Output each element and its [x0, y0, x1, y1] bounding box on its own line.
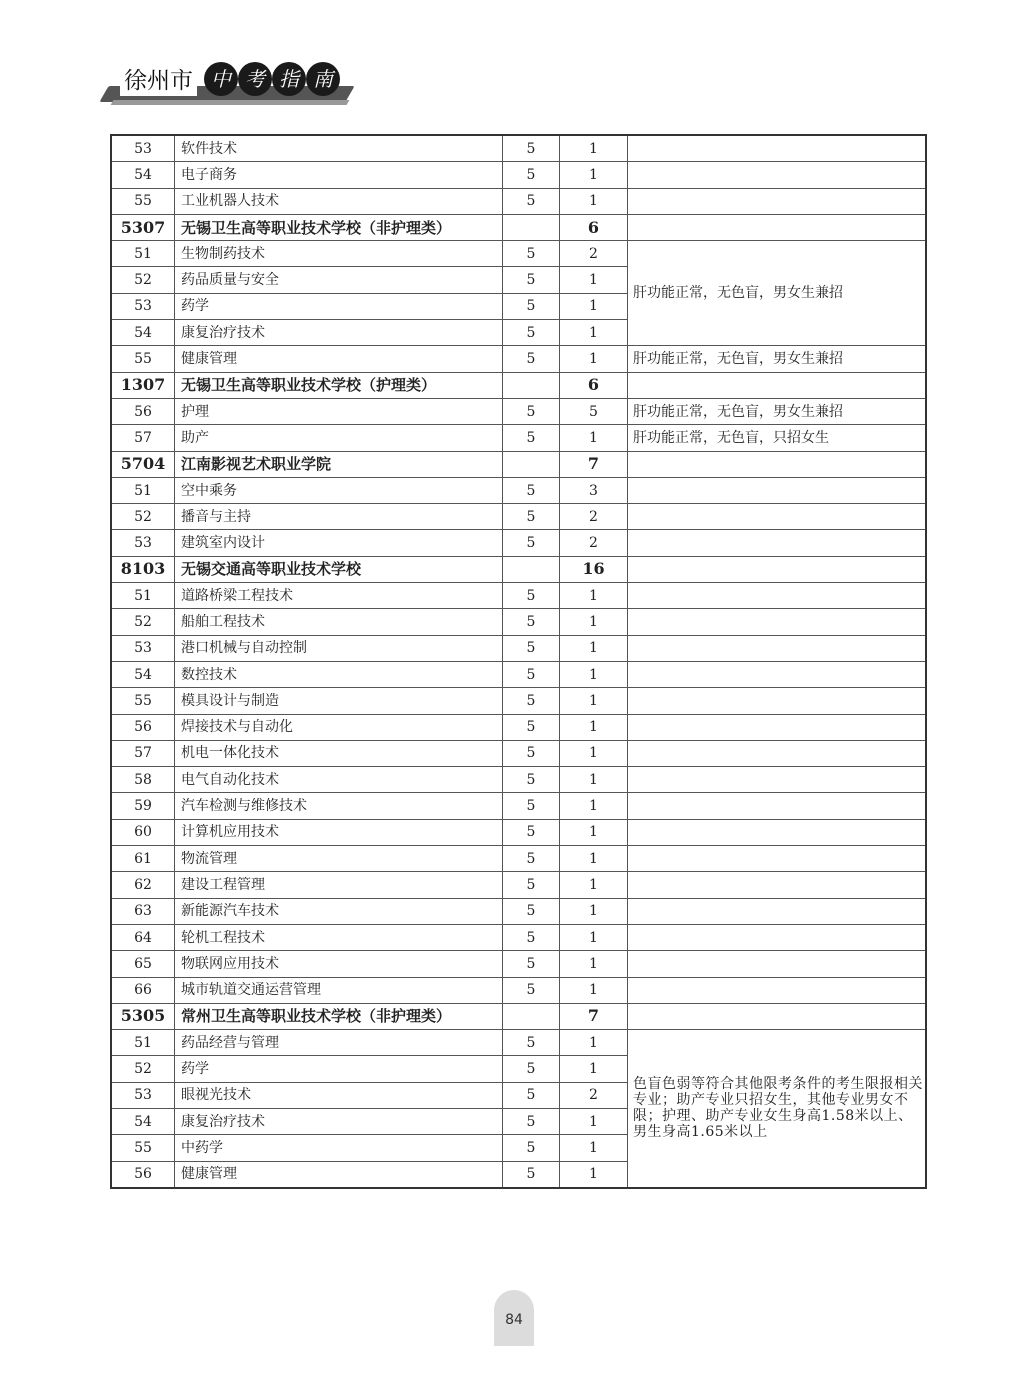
note-cell — [628, 793, 927, 819]
table-row — [111, 977, 926, 1003]
note-cell — [628, 477, 927, 503]
code-cell: 59 — [111, 793, 175, 819]
code-cell: 54 — [111, 661, 175, 687]
note-cell — [628, 661, 927, 687]
code-cell: 56 — [111, 1161, 175, 1188]
code-cell: 5704 — [111, 451, 175, 477]
count-cell: 2 — [560, 1082, 628, 1108]
school-row — [111, 372, 926, 398]
table-row — [111, 504, 926, 530]
name-cell: 药学 — [175, 293, 503, 319]
years-cell: 5 — [503, 346, 560, 372]
table-row — [111, 188, 926, 214]
note-cell — [628, 951, 927, 977]
code-cell: 53 — [111, 530, 175, 556]
count-cell: 1 — [560, 267, 628, 293]
enrollment-table — [110, 134, 927, 1189]
years-cell: 5 — [503, 951, 560, 977]
years-cell: 5 — [503, 425, 560, 451]
years-cell — [503, 1003, 560, 1029]
note-cell — [628, 740, 927, 766]
name-cell: 机电一体化技术 — [175, 740, 503, 766]
code-cell: 57 — [111, 425, 175, 451]
name-cell: 无锡交通高等职业技术学校 — [175, 556, 503, 582]
code-cell: 55 — [111, 346, 175, 372]
header-glyph: 指 — [272, 62, 306, 96]
table-row — [111, 740, 926, 766]
years-cell: 5 — [503, 1108, 560, 1134]
years-cell: 5 — [503, 504, 560, 530]
code-cell: 55 — [111, 688, 175, 714]
code-cell: 53 — [111, 135, 175, 162]
table-row — [111, 477, 926, 503]
note-cell — [628, 451, 927, 477]
name-cell: 数控技术 — [175, 661, 503, 687]
code-cell: 52 — [111, 1056, 175, 1082]
name-cell: 健康管理 — [175, 1161, 503, 1188]
count-cell: 1 — [560, 162, 628, 188]
years-cell: 5 — [503, 583, 560, 609]
count-cell: 1 — [560, 688, 628, 714]
code-cell: 63 — [111, 898, 175, 924]
table-row — [111, 1030, 926, 1056]
years-cell: 5 — [503, 740, 560, 766]
note-cell — [628, 556, 927, 582]
code-cell: 51 — [111, 241, 175, 267]
name-cell: 软件技术 — [175, 135, 503, 162]
code-cell: 53 — [111, 1082, 175, 1108]
note-cell — [628, 135, 927, 162]
count-cell: 1 — [560, 293, 628, 319]
note-cell — [628, 583, 927, 609]
count-cell: 1 — [560, 977, 628, 1003]
note-cell — [628, 872, 927, 898]
school-row — [111, 214, 926, 240]
years-cell: 5 — [503, 924, 560, 950]
code-cell: 1307 — [111, 372, 175, 398]
table-row — [111, 162, 926, 188]
name-cell: 物联网应用技术 — [175, 951, 503, 977]
code-cell: 53 — [111, 293, 175, 319]
name-cell: 物流管理 — [175, 846, 503, 872]
years-cell: 5 — [503, 1135, 560, 1161]
page-number: 84 — [494, 1290, 534, 1346]
school-row — [111, 1003, 926, 1029]
name-cell: 中药学 — [175, 1135, 503, 1161]
code-cell: 52 — [111, 267, 175, 293]
count-cell: 7 — [560, 451, 628, 477]
count-cell: 1 — [560, 951, 628, 977]
name-cell: 药学 — [175, 1056, 503, 1082]
count-cell: 16 — [560, 556, 628, 582]
name-cell: 护理 — [175, 398, 503, 424]
school-row — [111, 451, 926, 477]
name-cell: 焊接技术与自动化 — [175, 714, 503, 740]
code-cell: 5305 — [111, 1003, 175, 1029]
count-cell: 1 — [560, 767, 628, 793]
code-cell: 56 — [111, 398, 175, 424]
header-bar-shadow — [111, 100, 350, 105]
code-cell: 54 — [111, 320, 175, 346]
count-cell: 1 — [560, 793, 628, 819]
table-row — [111, 924, 926, 950]
name-cell: 健康管理 — [175, 346, 503, 372]
name-cell: 港口机械与自动控制 — [175, 635, 503, 661]
name-cell: 无锡卫生高等职业技术学校（非护理类） — [175, 214, 503, 240]
table-row — [111, 425, 926, 451]
count-cell: 7 — [560, 1003, 628, 1029]
note-cell — [628, 898, 927, 924]
years-cell: 5 — [503, 714, 560, 740]
note-cell: 肝功能正常，无色盲，男女生兼招 — [628, 346, 927, 372]
note-cell — [628, 635, 927, 661]
note-cell — [628, 767, 927, 793]
name-cell: 康复治疗技术 — [175, 1108, 503, 1134]
table-row — [111, 398, 926, 424]
note-cell — [628, 714, 927, 740]
years-cell: 5 — [503, 793, 560, 819]
count-cell: 1 — [560, 346, 628, 372]
count-cell: 1 — [560, 898, 628, 924]
table-row — [111, 635, 926, 661]
years-cell — [503, 372, 560, 398]
note-cell: 色盲色弱等符合其他限考条件的考生限报相关专业；助产专业只招女生，其他专业男女不限；护理、助产专业女生身高1.58米以上、男生身高1.65米以上 — [628, 1030, 927, 1188]
note-cell — [628, 609, 927, 635]
note-cell — [628, 504, 927, 530]
table-row — [111, 767, 926, 793]
name-cell: 常州卫生高等职业技术学校（非护理类） — [175, 1003, 503, 1029]
years-cell: 5 — [503, 819, 560, 845]
code-cell: 5307 — [111, 214, 175, 240]
name-cell: 药品质量与安全 — [175, 267, 503, 293]
note-cell — [628, 846, 927, 872]
count-cell: 1 — [560, 320, 628, 346]
table-row — [111, 872, 926, 898]
years-cell: 5 — [503, 977, 560, 1003]
name-cell: 汽车检测与维修技术 — [175, 793, 503, 819]
table-body — [111, 135, 926, 1188]
count-cell: 1 — [560, 661, 628, 687]
years-cell: 5 — [503, 1082, 560, 1108]
count-cell: 1 — [560, 188, 628, 214]
code-cell: 60 — [111, 819, 175, 845]
years-cell: 5 — [503, 872, 560, 898]
code-cell: 51 — [111, 1030, 175, 1056]
table-row — [111, 530, 926, 556]
count-cell: 1 — [560, 1108, 628, 1134]
count-cell: 1 — [560, 740, 628, 766]
name-cell: 建设工程管理 — [175, 872, 503, 898]
years-cell: 5 — [503, 398, 560, 424]
count-cell: 1 — [560, 635, 628, 661]
count-cell: 1 — [560, 872, 628, 898]
code-cell: 53 — [111, 635, 175, 661]
name-cell: 江南影视艺术职业学院 — [175, 451, 503, 477]
code-cell: 52 — [111, 504, 175, 530]
years-cell: 5 — [503, 609, 560, 635]
code-cell: 56 — [111, 714, 175, 740]
code-cell: 54 — [111, 162, 175, 188]
table-row — [111, 609, 926, 635]
years-cell: 5 — [503, 293, 560, 319]
years-cell: 5 — [503, 1056, 560, 1082]
count-cell: 1 — [560, 1030, 628, 1056]
table-row — [111, 793, 926, 819]
count-cell: 2 — [560, 241, 628, 267]
note-cell: 肝功能正常，无色盲，男女生兼招 — [628, 241, 927, 346]
table-row — [111, 583, 926, 609]
name-cell: 新能源汽车技术 — [175, 898, 503, 924]
table-row — [111, 135, 926, 162]
name-cell: 无锡卫生高等职业技术学校（护理类） — [175, 372, 503, 398]
years-cell: 5 — [503, 1030, 560, 1056]
name-cell: 空中乘务 — [175, 477, 503, 503]
count-cell: 2 — [560, 530, 628, 556]
years-cell: 5 — [503, 162, 560, 188]
years-cell: 5 — [503, 767, 560, 793]
header-glyph: 中 — [204, 62, 238, 96]
count-cell: 6 — [560, 214, 628, 240]
school-row — [111, 556, 926, 582]
name-cell: 工业机器人技术 — [175, 188, 503, 214]
years-cell: 5 — [503, 320, 560, 346]
note-cell — [628, 1003, 927, 1029]
count-cell: 1 — [560, 583, 628, 609]
table-row — [111, 898, 926, 924]
code-cell: 58 — [111, 767, 175, 793]
count-cell: 1 — [560, 609, 628, 635]
name-cell: 模具设计与制造 — [175, 688, 503, 714]
note-cell — [628, 977, 927, 1003]
years-cell: 5 — [503, 477, 560, 503]
code-cell: 51 — [111, 583, 175, 609]
count-cell: 6 — [560, 372, 628, 398]
table-row — [111, 661, 926, 687]
name-cell: 计算机应用技术 — [175, 819, 503, 845]
page-header — [104, 60, 354, 112]
table-row — [111, 241, 926, 267]
code-cell: 64 — [111, 924, 175, 950]
years-cell: 5 — [503, 267, 560, 293]
code-cell: 57 — [111, 740, 175, 766]
header-glyph: 南 — [306, 62, 340, 96]
name-cell: 轮机工程技术 — [175, 924, 503, 950]
note-cell — [628, 372, 927, 398]
name-cell: 船舶工程技术 — [175, 609, 503, 635]
code-cell: 55 — [111, 188, 175, 214]
note-cell — [628, 819, 927, 845]
code-cell: 55 — [111, 1135, 175, 1161]
header-glyph: 考 — [238, 62, 272, 96]
count-cell: 1 — [560, 924, 628, 950]
years-cell: 5 — [503, 846, 560, 872]
code-cell: 61 — [111, 846, 175, 872]
name-cell: 康复治疗技术 — [175, 320, 503, 346]
years-cell — [503, 214, 560, 240]
count-cell: 5 — [560, 398, 628, 424]
name-cell: 眼视光技术 — [175, 1082, 503, 1108]
note-cell: 肝功能正常，无色盲，只招女生 — [628, 425, 927, 451]
count-cell: 1 — [560, 135, 628, 162]
name-cell: 城市轨道交通运营管理 — [175, 977, 503, 1003]
table-row — [111, 346, 926, 372]
note-cell — [628, 688, 927, 714]
table-row — [111, 714, 926, 740]
years-cell: 5 — [503, 898, 560, 924]
years-cell: 5 — [503, 188, 560, 214]
count-cell: 1 — [560, 1135, 628, 1161]
count-cell: 1 — [560, 846, 628, 872]
name-cell: 建筑室内设计 — [175, 530, 503, 556]
years-cell: 5 — [503, 241, 560, 267]
note-cell: 肝功能正常，无色盲，男女生兼招 — [628, 398, 927, 424]
count-cell: 1 — [560, 1161, 628, 1188]
code-cell: 52 — [111, 609, 175, 635]
note-cell — [628, 214, 927, 240]
code-cell: 62 — [111, 872, 175, 898]
count-cell: 1 — [560, 425, 628, 451]
name-cell: 电子商务 — [175, 162, 503, 188]
years-cell: 5 — [503, 688, 560, 714]
count-cell: 1 — [560, 1056, 628, 1082]
name-cell: 电气自动化技术 — [175, 767, 503, 793]
years-cell: 5 — [503, 530, 560, 556]
table-row — [111, 819, 926, 845]
years-cell: 5 — [503, 135, 560, 162]
count-cell: 3 — [560, 477, 628, 503]
count-cell: 1 — [560, 819, 628, 845]
count-cell: 1 — [560, 714, 628, 740]
note-cell — [628, 530, 927, 556]
note-cell — [628, 924, 927, 950]
name-cell: 药品经营与管理 — [175, 1030, 503, 1056]
table-row — [111, 951, 926, 977]
table-row — [111, 846, 926, 872]
name-cell: 助产 — [175, 425, 503, 451]
code-cell: 66 — [111, 977, 175, 1003]
years-cell: 5 — [503, 1161, 560, 1188]
table-row — [111, 688, 926, 714]
code-cell: 51 — [111, 477, 175, 503]
years-cell: 5 — [503, 635, 560, 661]
header-city: 徐州市 — [120, 66, 197, 96]
years-cell — [503, 451, 560, 477]
name-cell: 道路桥梁工程技术 — [175, 583, 503, 609]
count-cell: 2 — [560, 504, 628, 530]
years-cell — [503, 556, 560, 582]
code-cell: 54 — [111, 1108, 175, 1134]
code-cell: 8103 — [111, 556, 175, 582]
name-cell: 生物制药技术 — [175, 241, 503, 267]
code-cell: 65 — [111, 951, 175, 977]
years-cell: 5 — [503, 661, 560, 687]
note-cell — [628, 162, 927, 188]
name-cell: 播音与主持 — [175, 504, 503, 530]
note-cell — [628, 188, 927, 214]
